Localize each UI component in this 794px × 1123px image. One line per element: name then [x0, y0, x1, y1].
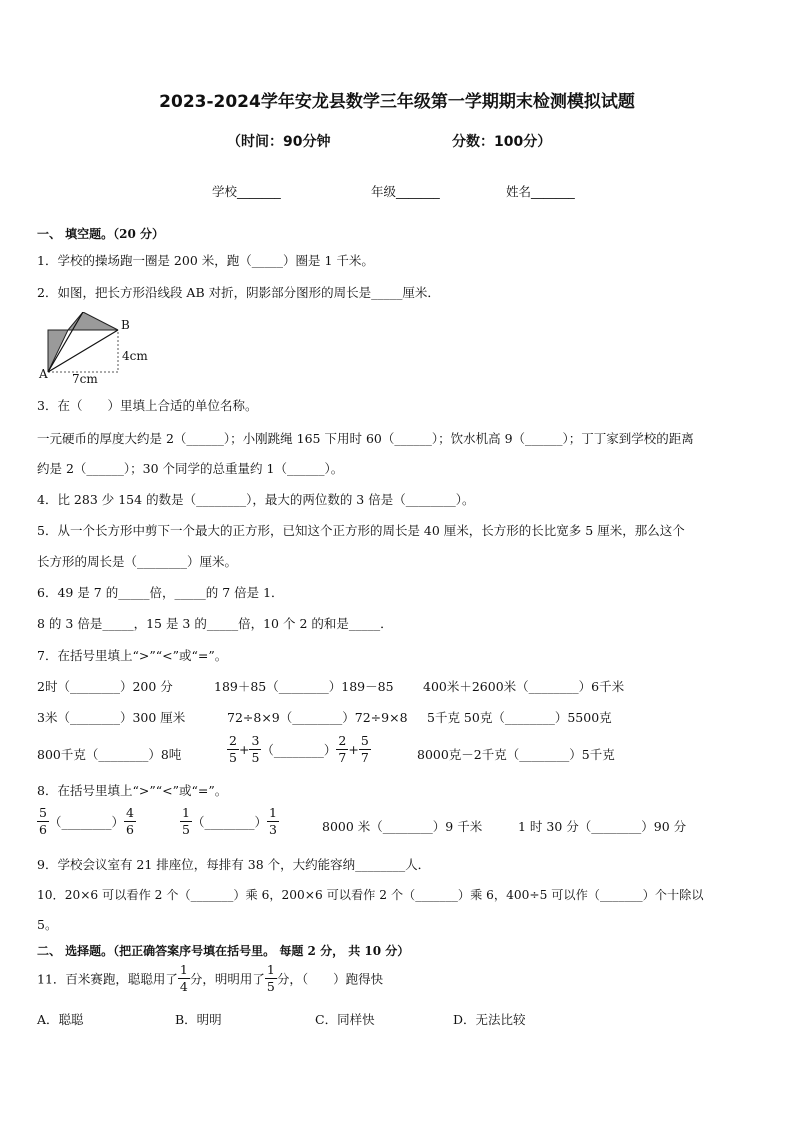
fraction-2-5: $\frac{2}{5}$ — [229, 733, 237, 765]
fraction-3-5: $\frac{3}{5}$ — [251, 733, 260, 765]
question-3-line-1: 一元硬币的厚度大约是 2（______）；小刚跳绳 165 下用时 60（______）；饮水机高 9（______）；丁丁家到学校的距离 — [37, 431, 694, 446]
q8-row-item-2: $\frac{1}{5}$ （________） $\frac{1}{3}$ — [182, 805, 277, 837]
fraction-1-5-b: $\frac{1}{5}$ — [266, 962, 275, 994]
section-1-heading: 一、 填空题。（20 分） — [37, 227, 165, 241]
question-9: 9．学校会议室有 21 排座位，每排有 38 个，大约能容纳________人． — [37, 857, 431, 872]
school-field: 学校_______ — [212, 184, 281, 199]
question-5-line-2: 长方形的周长是（________）厘米。 — [37, 554, 238, 569]
name-field: 姓名_______ — [506, 184, 575, 199]
q7-row-1-item-2: 189＋85（________）189－85 — [214, 679, 394, 694]
q8-row-item-3: 8000 米（________）9 千米 — [322, 819, 483, 834]
question-10-line-2: 5。 — [37, 917, 58, 932]
shaded-top-triangle — [68, 312, 118, 330]
fraction-4-6: $\frac{4}{6}$ — [125, 805, 134, 837]
label-width: 7cm — [72, 372, 98, 386]
q8-row-item-4: 1 时 30 分（________）90 分 — [518, 819, 687, 834]
question-3: 3．在（ ）里填上合适的单位名称。 — [37, 398, 258, 413]
label-height: 4cm — [122, 349, 148, 363]
q7-row-1-item-1: 2时（________）200 分 — [37, 679, 173, 694]
label-b: B — [121, 318, 130, 332]
q7-row-2-item-3: 5千克 50克（________）5500克 — [427, 710, 612, 725]
option-a: A．聪聪 — [37, 1012, 84, 1027]
question-8: 8．在括号里填上“>”“<”或“=”。 — [37, 783, 228, 798]
fraction-5-6: $\frac{5}{6}$ — [39, 805, 47, 837]
fraction-1-5: $\frac{1}{5}$ — [182, 805, 190, 837]
question-7: 7．在括号里填上“>”“<”或“=”。 — [37, 648, 228, 663]
option-d: D．无法比较 — [453, 1012, 526, 1027]
question-4: 4．比 283 少 154 的数是（________），最大的两位数的 3 倍是（________）。 — [37, 492, 475, 507]
question-10: 10．20×6 可以看作 2 个（_______）乘 6，200×6 可以看作 2 个（_______）乘 6，400÷5 可以作（_______）个十除以 — [37, 888, 704, 902]
section-2-heading: 二、 选择题。（把正确答案序号填在括号里。 每题 2 分， 共 10 分） — [37, 944, 410, 958]
question-1: 1．学校的操场跑一圈是 200 米，跑（_____）圈是 1 千米。 — [37, 253, 374, 268]
fraction-1-3: $\frac{1}{3}$ — [268, 805, 277, 837]
question-3-line-2: 约是 2（______）；30 个同学的总重量约 1（______）。 — [37, 461, 344, 476]
question-6-line-2: 8 的 3 倍是_____，15 是 3 的_____倍，10 个 2 的和是_____． — [37, 616, 393, 631]
question-2: 2．如图，把长方形沿线段 AB 对折，阴影部分图形的周长是_____厘米． — [37, 285, 440, 300]
exam-time: （时间：90分钟 — [227, 134, 331, 150]
fraction-5-7: $\frac{5}{7}$ — [360, 733, 369, 765]
option-b: B．明明 — [175, 1012, 222, 1027]
question-6: 6．49 是 7 的_____倍，_____的 7 倍是 1． — [37, 585, 284, 600]
exam-score: 分数：100分） — [452, 134, 552, 150]
option-c: C．同样快 — [315, 1012, 375, 1027]
q7-row-3-item-3: 8000克－2千克（________）5千克 — [417, 747, 615, 762]
fold-diagram — [38, 312, 158, 384]
q7-row-2-item-2: 72÷8×9（________）72÷9×8 — [227, 710, 408, 725]
label-a: A — [39, 367, 48, 381]
grade-field: 年级_______ — [371, 184, 440, 199]
fraction-1-4: $\frac{1}{4}$ — [179, 962, 188, 994]
q7-row-2-item-1: 3米（________）300 厘米 — [37, 710, 186, 725]
q7-row-1-item-3: 400米＋2600米（________）6千米 — [423, 679, 625, 694]
q7-row-3-item-1: 800千克（________）8吨 — [37, 747, 182, 762]
q8-row-item-1: $\frac{5}{6}$ （________） $\frac{4}{6}$ — [39, 805, 134, 837]
page-title: 2023-2024学年安龙县数学三年级第一学期期末检测模拟试题 — [159, 92, 635, 112]
fraction-2-7: $\frac{2}{7}$ — [338, 733, 347, 765]
question-11: 11．百米赛跑，聪聪用了 $\frac{1}{4}$ 分，明明用了 $\frac{1}{5}$ 分，（ ）跑得快 — [37, 962, 384, 994]
q7-row-3-item-2: $\frac{2}{5}$ + $\frac{3}{5}$ （________） $\frac{2}{7}$ + $\frac{5}{7}$ — [229, 733, 369, 765]
question-5: 5．从一个长方形中剪下一个最大的正方形，已知这个正方形的周长是 40 厘米，长方形的长比宽多 5 厘米，那么这个 — [37, 523, 685, 538]
